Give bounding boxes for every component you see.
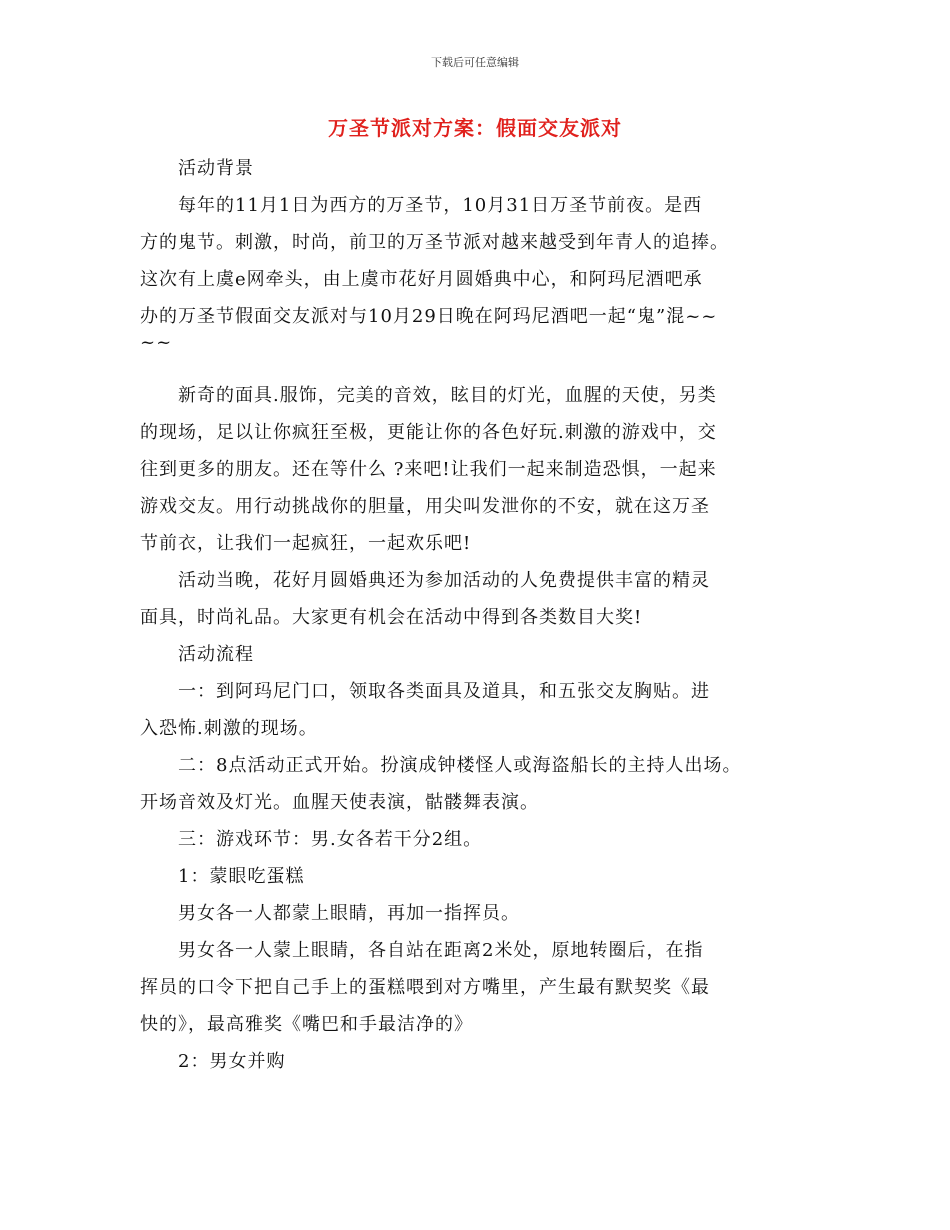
paragraph-line: 男女各一人都蒙上眼睛，再加一指挥员。 — [140, 903, 520, 924]
paragraph-line: 快的》，最高雅奖《嘴巴和手最洁净的》 — [140, 1014, 473, 1035]
document-body — [140, 150, 830, 1080]
paragraph-line: 游戏交友。用行动挑战你的胆量，用尖叫发泄你的不安，就在这万圣 — [140, 496, 710, 517]
document-title: 万圣节派对方案：假面交友派对 — [328, 116, 622, 140]
paragraph-line: ~~ — [140, 332, 173, 353]
paragraph-line: 活动当晚，花好月圆婚典还为参加活动的人免费提供丰富的精灵 — [140, 570, 710, 591]
paragraph-line: 三：游戏环节：男.女各若干分2组。 — [140, 829, 483, 850]
paragraph-line: 办的万圣节假面交友派对与10月29日晚在阿玛尼酒吧一起“鬼”混~~ — [140, 306, 718, 327]
paragraph-line: 一：到阿玛尼门口，领取各类面具及道具，和五张交友胸贴。进 — [140, 681, 710, 702]
paragraph-line: 2：男女并购 — [140, 1051, 286, 1072]
paragraph-line: 1：蒙眼吃蛋糕 — [140, 866, 305, 887]
paragraph-line: 每年的11月1日为西方的万圣节，10月31日万圣节前夜。是西 — [140, 195, 703, 216]
paragraph-line: 这次有上虞e网牵头，由上虞市花好月圆婚典中心，和阿玛尼酒吧承 — [140, 269, 703, 290]
paragraph-line: 入恐怖.刺激的现场。 — [140, 718, 318, 739]
paragraph-line: 男女各一人蒙上眼睛，各自站在距离2米处，原地转圈后，在指 — [140, 940, 704, 961]
paragraph-line: 方的鬼节。刺激，时尚，前卫的万圣节派对越来越受到年青人的追捧。 — [140, 232, 729, 253]
paragraph-line: 二：8点活动正式开始。扮演成钟楼怪人或海盗船长的主持人出场。 — [140, 755, 742, 776]
paragraph-line: 新奇的面具.服饰，完美的音效，眩目的灯光，血腥的天使，另类 — [140, 385, 717, 406]
paragraph-line: 往到更多的朋友。还在等什么 ?来吧!让我们一起来制造恐惧，一起来 — [140, 459, 717, 480]
paragraph-line: 节前衣，让我们一起疯狂，一起欢乐吧! — [140, 533, 472, 554]
paragraph-line: 面具，时尚礼品。大家更有机会在活动中得到各类数目大奖! — [140, 607, 643, 628]
section-heading: 活动背景 — [140, 158, 254, 179]
paragraph-line: 挥员的口令下把自己手上的蛋糕喂到对方嘴里，产生最有默契奖《最 — [140, 977, 710, 998]
paragraph-line: 开场音效及灯光。血腥天使表演，骷髅舞表演。 — [140, 792, 539, 813]
paragraph-line: 的现场，足以让你疯狂至极，更能让你的各色好玩.刺激的游戏中，交 — [140, 422, 717, 443]
page-header: 下载后可任意编辑 — [431, 56, 519, 69]
section-heading: 活动流程 — [140, 644, 254, 665]
